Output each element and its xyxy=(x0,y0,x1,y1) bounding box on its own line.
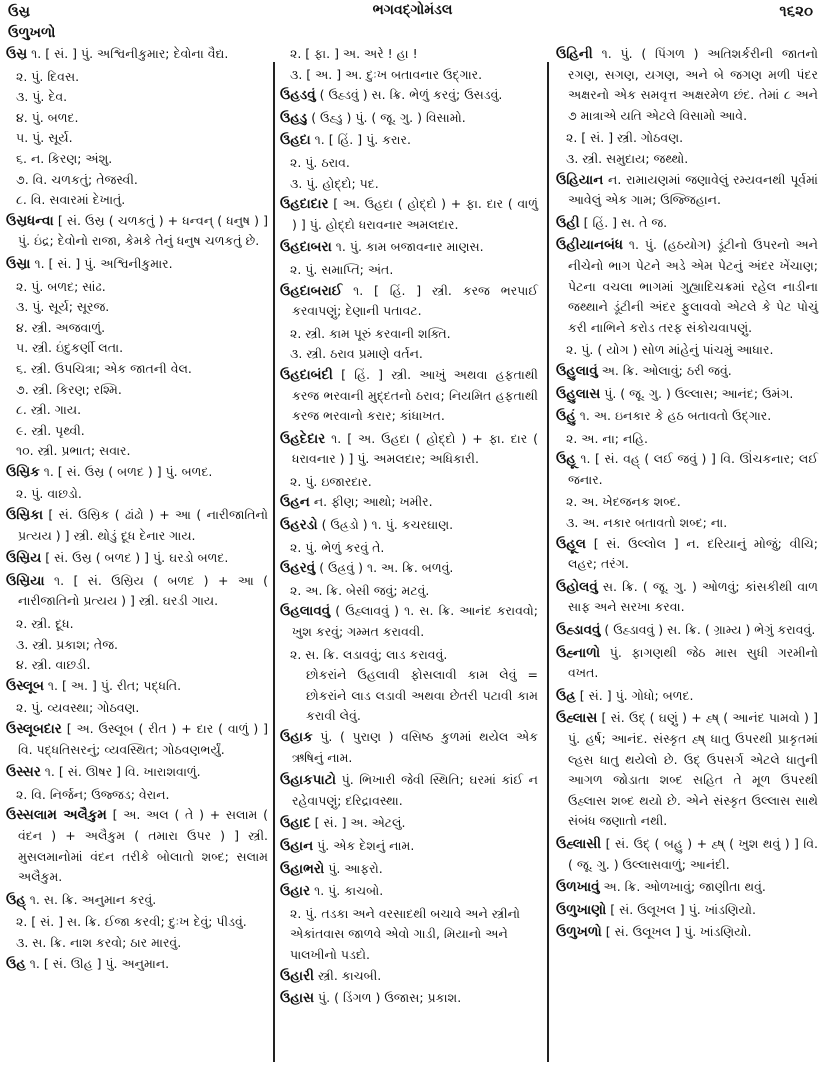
headword: ઉહિની xyxy=(556,46,593,62)
sense-line: ૪. પું. બળદ. xyxy=(16,109,79,125)
sense-line: ૮. સ્ત્રી. ગાય. xyxy=(16,402,82,418)
headword: ઉહ્ર xyxy=(556,687,576,704)
dictionary-entry xyxy=(556,406,818,449)
entry-definition xyxy=(280,108,538,129)
sense-line: ૫. પું. સૂર્ય. xyxy=(16,130,73,146)
sense-line: ૩. અ. નકાર બતાવતો શબ્દ; ના. xyxy=(566,515,728,531)
sense-line: ૨. સ. ક્રિ. લડાવવું; લાડ કરાવવું. xyxy=(290,646,448,662)
definition-text: [ સં. ઉલૂખલ ] પું. ખાંડણિયો. xyxy=(610,901,756,917)
entry-definition xyxy=(6,462,268,483)
definition-text: ૧. પું. કાચબો. xyxy=(314,883,384,899)
sense-line: ૩. સ્ત્રી. ઠરાવ પ્રમાણે વર્તન. xyxy=(290,346,423,362)
definition-text: અ. ક્રિ. ઓલાવું; ઠરી જવું. xyxy=(601,362,732,378)
dictionary-entry xyxy=(556,361,818,382)
sense-line: ૨. અ. ના; નહિ. xyxy=(566,430,648,446)
dictionary-entry xyxy=(556,170,818,211)
definition-text: પું. ( ડિંગળ ) ઉજાસ; પ્રકાશ. xyxy=(318,990,462,1006)
sense-line: ૭. વિ. ચળકતું; તેજસ્વી. xyxy=(16,171,138,187)
sense-line: ૩. સ. ક્રિ. નાશ કરવો; ઠાર મારવું. xyxy=(16,934,182,950)
entry-definition xyxy=(6,890,268,911)
dictionary-entry xyxy=(280,130,538,194)
sense-line: ૯. સ્ત્રી. પૃથ્વી. xyxy=(16,422,85,438)
dictionary-entry xyxy=(280,988,538,1009)
definition-text: ન. ફીણ; આથો; ખમીર. xyxy=(313,494,433,510)
dictionary-entry xyxy=(280,515,538,558)
definition-text: [ સં. ઉલૂખલ ] પું. ખાંડણિયો. xyxy=(605,924,752,940)
definition-text: ૧. [ અ. ઉહદા ( હોદ્દો ) + ફા. દાર ( ધરાવનાર ) ] પું. અમલદાર; અધિકારી. xyxy=(292,430,538,467)
dictionary-entry xyxy=(6,762,268,805)
headword: ઉહ્ xyxy=(6,891,26,908)
entry-definition xyxy=(280,836,538,857)
dictionary-entry xyxy=(280,194,538,235)
entry-definition xyxy=(280,558,538,579)
dictionary-entry xyxy=(6,44,268,211)
definition-text: ૧. [ સં. ] પું. અશ્વિનીકુમાર; દેવોના વૈદ્ય. xyxy=(31,46,229,61)
definition-text: ૧. પું. ( પિંગળ ) અતિશર્કરીની જાતનો રગણ, સગણ, યગણ, અને બે જગણ મળી પંદર અક્ષરનો એક સમવૃત્ત અક્ષરમેળ છંદ. તેમાં ૮ અને ૭ માત્રાએ યતિ એટલે વિસામો આવે. xyxy=(568,46,818,123)
headword: ઉહૂલ xyxy=(556,535,587,552)
entry-definition xyxy=(6,505,268,546)
entry-definition xyxy=(280,492,538,513)
sense-line: ૨. પું. ઠરાવ. xyxy=(290,154,350,170)
definition-text: [ સં. ] પું. ગોધો; બળદ. xyxy=(579,687,694,703)
definition-text: ( ઉહ્રડો ) ૧. પું. કચરઘાણ. xyxy=(321,517,454,533)
entry-definition xyxy=(556,449,818,490)
definition-text: ૧. પું. (હઠયોગ) ડૂંટીનો ઉપરનો અને નીચેનો ભાગ પેટને અડે એમ પેટનું અંદર ખેંચાણ; પેટના વચલા ભાગમાં ગુહ્યાદિચક્રમાં રહેલ નાડીના જથ્થાને ડૂંટીની અંદર ફુલાવવો એટલે કે પેટ પોચું કરી નાભિને કરોડ તરફ સંકોચવાપણું. xyxy=(568,237,818,335)
sense-line: ૩. પું. દેવ. xyxy=(16,89,68,105)
definition-text: ૧. [ અ. ] પું. રીત; પદ્ધતિ. xyxy=(47,677,182,693)
dictionary-entry xyxy=(6,211,268,252)
sense-line: ૩. સ્ત્રી. સમુદાય; જથ્થો. xyxy=(566,150,689,166)
headword: ઉસ્રિયા xyxy=(6,572,45,589)
dictionary-entry xyxy=(280,492,538,513)
headword: ઉહાન xyxy=(280,837,314,854)
sense-line: ૩. પું. સૂર્ય; સૂરજ. xyxy=(16,299,110,315)
entry-definition xyxy=(280,881,538,902)
definition-text: ન. રામાયણમાં જણાવેલું રમ્યવનથી પૂર્વમાં આવેલું એક ગામ; ઉજ્જિહાન. xyxy=(568,171,818,208)
headword: ઉહોલવું xyxy=(556,578,598,595)
entry-definition xyxy=(280,727,538,768)
headword: ઉહી xyxy=(556,214,580,231)
entry-definition xyxy=(556,643,818,684)
headword: ઉહાર xyxy=(280,883,311,900)
headword: ઉસ્ર xyxy=(6,46,28,62)
sense-line: ૬. ન. કિરણ; અંશુ. xyxy=(16,150,113,166)
headword: ઉસ્લૂબદાર xyxy=(6,721,62,737)
column-1 xyxy=(6,44,268,1070)
dictionary-entry xyxy=(6,890,268,954)
headword: ઉસ્લૂબ xyxy=(6,677,44,694)
entry-definition xyxy=(6,676,268,697)
headword: ઉસ્સર xyxy=(6,764,41,781)
column-divider xyxy=(547,62,549,1062)
dictionary-entry xyxy=(556,686,818,707)
sense-line: ૫. સ્ત્રી. ઇંદુકર્ણી લતા. xyxy=(16,340,124,356)
definition-text: સ્ત્રી. કાચબી. xyxy=(317,967,382,983)
headword: ઉહું xyxy=(556,408,576,425)
definition-text: [ અ. ઉસ્લૂબ ( રીત ) + દાર ( વાળું ) ] વિ. પદ્ધતિસરનું; વ્યવસ્થિત; ગોઠવણભર્યું. xyxy=(18,721,268,757)
definition-text: [ અ. ઉહદા ( હોદ્દો ) + ફા. દાર ( વાળું ) ] પું. હોદ્દો ધરાવનાર અમલદાર. xyxy=(292,196,538,232)
entry-definition xyxy=(556,170,818,211)
dictionary-entry xyxy=(280,881,538,965)
dictionary-entry xyxy=(556,384,818,405)
sense-line: ૮. વિ. સવારમાં દેખાતું. xyxy=(16,192,126,208)
sense-line: ૨. પું. વ્યવસ્થા; ગોઠવણ. xyxy=(16,700,140,716)
sense-line: ૩. [ અ. ] અ. દુઃખ બતાવનાર ઉદ્ગાર. xyxy=(290,66,483,82)
definition-text: ૧. [ સં. ઊહ ] પું. અનુમાન. xyxy=(29,955,170,971)
dictionary-entry xyxy=(6,505,268,546)
definition-text: ૧. [ સં. ઊષર ] વિ. ખારાશવાળું. xyxy=(44,764,201,780)
sense-line: ૨. પું. દિવસ. xyxy=(16,68,80,84)
entry-definition xyxy=(280,281,538,322)
dictionary-entry xyxy=(280,281,538,365)
entry-definition xyxy=(6,211,268,252)
dictionary-entry xyxy=(280,558,538,601)
headword: ઉસ્રધન્વા xyxy=(6,212,54,229)
sense-line: ૨. [ ફા. ] અ. અરે ! હા ! xyxy=(290,46,418,61)
entry-definition xyxy=(6,571,268,612)
headword: ઉહડુ xyxy=(280,109,308,126)
headword: ઉહદા xyxy=(280,132,311,149)
entry-definition xyxy=(556,900,818,921)
sense-line: ૨. પું. વાછડો. xyxy=(16,486,82,502)
sense-line: ૬. સ્ત્રી. ઉપચિત્રા; એક જાતની વેલ. xyxy=(16,360,192,376)
headword: ઉસ્સલામ અલૈકુમ xyxy=(6,807,107,824)
entry-definition xyxy=(280,988,538,1009)
entry-definition xyxy=(556,620,818,641)
headword: ઉહુલાવું xyxy=(556,362,598,379)
dictionary-entry xyxy=(280,813,538,834)
dictionary-entry xyxy=(280,237,538,280)
dictionary-entry xyxy=(280,429,538,493)
definition-text: પું. ભિખારી જેવી સ્થિતિ; ઘરમાં કાંઈ ન રહેવાપણું; દરિદ્રાવસ્થા. xyxy=(292,772,538,808)
headword: ઉસ્રા xyxy=(6,255,31,272)
entry-definition xyxy=(6,954,268,975)
dictionary-entry xyxy=(280,859,538,880)
page-title: ભગવદ્ગોમંડલ xyxy=(372,2,453,18)
dictionary-entry xyxy=(556,708,818,832)
definition-text: ૧. અ. ઇનકાર કે હઠ બતાવતો ઉદ્ગાર. xyxy=(579,408,772,424)
definition-text: ૧. [ હિં. ] પું. કરાર. xyxy=(314,132,411,148)
headword: ઉહરવું xyxy=(280,560,316,577)
entry-definition xyxy=(280,515,538,536)
headword: ઉહ્લાસી xyxy=(556,835,602,852)
definition-text: [ સં. ઉલ્લોલ ] ન. દરિયાનું મોજું; વીચિ; લહર; તરંગ. xyxy=(568,535,818,572)
sense-line: ૪. સ્ત્રી. વાછડી. xyxy=(16,657,91,673)
entry-definition xyxy=(556,384,818,405)
definition-text: સ. ક્રિ. ( જૂ. ગુ. ) ઓળવું; કાંસકીથી વાળ સાફ અને સરખા કરવા. xyxy=(568,578,819,615)
entry-definition xyxy=(556,877,818,898)
sense-line: ૨. સ્ત્રી. કામ પૂરું કરવાની શક્તિ. xyxy=(290,325,451,341)
entry-definition xyxy=(556,834,818,875)
headword: ઉળુખાણો xyxy=(556,901,607,918)
headword: ઉહ્લાસ xyxy=(556,710,598,727)
headword: ઉહૂ xyxy=(556,451,576,468)
definition-text: ૧. [ સં. ઉસ્ર ( બળદ ) ] પું. બળદ. xyxy=(43,463,213,479)
headword: ઉહાકપાટો xyxy=(280,772,336,789)
dictionary-entry xyxy=(556,577,818,618)
column-3 xyxy=(556,44,818,1070)
headword: ઉસ્રિય xyxy=(6,550,42,567)
sense-line: ૨. પું. ઇજારદાર. xyxy=(290,473,372,489)
dictionary-entry xyxy=(280,85,538,106)
entry-definition xyxy=(280,859,538,880)
headword: ઉહન xyxy=(280,494,310,511)
definition-text: ૧. પું. કામ બજાવનાર માણસ. xyxy=(335,239,484,255)
definition-text: [ સં. ઉસ્ર ( બળદ ) ] પું. ઘરડો બળદ. xyxy=(45,550,229,566)
entry-definition xyxy=(280,130,538,151)
definition-text: પું. ( પુરાણ ) વસિષ્ઠ કુળમાં થયેલ એક ઋષિનું નામ. xyxy=(292,729,538,765)
definition-text: ૧. [ હિં. ] સ્ત્રી. કરજ ભરપાઈ કરવાપણું; દેણાની પતાવટ. xyxy=(292,282,538,319)
definition-text: [ હિં. ] સ. તે જ. xyxy=(583,214,668,230)
dictionary-entry xyxy=(556,643,818,684)
headword: ઉસ્રિક xyxy=(6,463,40,480)
headword: ઉહાક xyxy=(280,729,313,745)
sense-line: ૨. પું. ( યોગ ) સોળ માંહેનું પાંચમું આધાર. xyxy=(566,342,774,358)
definition-text: ૧. [ સં. ] પું. અશ્વિનીકુમાર. xyxy=(34,255,173,271)
entry-definition xyxy=(280,365,538,427)
entry-definition xyxy=(280,237,538,258)
dictionary-entry xyxy=(6,571,268,676)
dictionary-entry xyxy=(280,108,538,129)
headword: ઉહુલાસ xyxy=(556,385,601,402)
definition-text: [ સં. ] અ. એટલું. xyxy=(314,815,406,831)
page-number: ૧૬૨૦ xyxy=(779,2,813,20)
definition-text: [ સં. ઉદ્ ( ઘણું ) + હ્ષ્ ( આનંદ પામવો ) ] પું. હર્ષ; આનંદ. સંસ્કૃત હ્ષ્ ધાતુ ઉપરથી પ્રાકૃતમાં લ્હસ ધાતુ થયેલો છે. ઉદ્ ઉપસર્ગ એટલે ધાતુની આગળ જોડાતા શબ્દ સહિત તે મૂળ ઉપરથી ઉહ્લાસ શબ્દ થયો છે. એને સંસ્કૃત ઉલ્લાસ સાથે સંબંધ જણાતો નથી. xyxy=(568,710,818,829)
sense-line: ૨. પું. ભેળું કરવું તે. xyxy=(290,539,385,555)
headword: ઉહદાબરા xyxy=(280,239,332,256)
sense-line: ૨. અ. ખેદજનક શબ્દ. xyxy=(566,494,681,510)
entry-definition xyxy=(6,44,268,65)
definition-text: ( ઉહ્ડવું ) સ. ક્રિ. ભેળું કરવું; ઉસડવું. xyxy=(319,87,503,103)
definition-text: પું. ( જૂ. ગુ. ) ઉલ્લાસ; આનંદ; ઉમંગ. xyxy=(604,385,794,401)
dictionary-entry xyxy=(6,805,268,887)
sense-line: ૨. વિ. નિર્જન; ઉજ્જડ; વેરાન. xyxy=(16,786,170,802)
entry-definition xyxy=(6,254,268,275)
dictionary-entry xyxy=(280,770,538,811)
headword: ઉહ્ડાવવું xyxy=(556,622,601,639)
definition-text: અ. ક્રિ. ઓળખાવું; જાણીતા થવું. xyxy=(603,879,766,895)
column-2 xyxy=(280,44,538,1070)
dictionary-entry xyxy=(280,44,538,85)
headword: ઉહદાદાર xyxy=(280,196,329,213)
column-divider xyxy=(273,62,275,1062)
definition-text: [ અ. અલ ( તે ) + સલામ ( વંદન ) + અલૈકુમ ( તમારા ઉપર ) ] સ્ત્રી. મુસલમાનોમાં વંદન તરીકે બોલાતો શબ્દ; સલામ અલૈકુમ. xyxy=(18,807,268,885)
definition-text: ( ઉહ્ડુ ) પું. ( જૂ. ગુ. ) વિસામો. xyxy=(311,109,466,125)
definition-text: [ સં. ઉસ્ર ( ચળકતું ) + ધન્વન્ ( ધનુષ ) ] પું. ઇંદ્ર; દેવોનો રાજા, કેમકે તેનું ધનુષ ચળકતું છે. xyxy=(18,212,269,249)
sense-line: ૨. અ. ક્રિ. બેસી જવું; મટવું. xyxy=(290,582,430,598)
dictionary-entry xyxy=(556,44,818,170)
dictionary-entry xyxy=(556,922,818,943)
dictionary-entry xyxy=(280,966,538,987)
dictionary-entry xyxy=(280,601,538,727)
sense-line: ૨. સ્ત્રી. દૂધ. xyxy=(16,616,74,632)
headword: ઉહદાબંદી xyxy=(280,366,333,383)
entry-definition xyxy=(280,429,538,470)
definition-text: ૧. [ સં. ઉસ્રિય ( બળદ ) + આ ( નારીજાતિનો પ્રત્યય ) ] સ્ત્રી. ઘરડી ગાય. xyxy=(18,572,268,609)
definition-text: ( ઉહ્લાવવું ) ૧. સ. ક્રિ. આનંદ કરાવવો; ખુશ કરવું; ગમ્મત કરાવવી. xyxy=(292,603,538,640)
dictionary-entry xyxy=(556,449,818,533)
headword: ઉહ xyxy=(6,955,26,972)
definition-text: ૧. સ. ક્રિ. અનુમાન કરવું. xyxy=(29,891,157,907)
entry-definition xyxy=(6,719,268,760)
definition-text: ( ઉહ્રવું ) ૧. અ. ક્રિ. બળવું. xyxy=(319,560,454,576)
headword: ઉહિયાન xyxy=(556,171,604,188)
headword: ઉહાદ xyxy=(280,815,311,832)
entry-definition xyxy=(556,213,818,234)
entry-definition xyxy=(280,770,538,811)
dictionary-entry xyxy=(556,534,818,575)
entry-definition xyxy=(556,686,818,707)
dictionary-entry xyxy=(6,719,268,760)
guide-word-first: ઉસ્ર xyxy=(8,4,30,20)
sense-line: ૨. પું. સમાપ્તિ; અંત. xyxy=(290,261,394,277)
dictionary-entry xyxy=(556,235,818,361)
dictionary-entry xyxy=(6,254,268,462)
headword: ઉહીયાનબંધ xyxy=(556,237,624,254)
guide-word-last: ઉળુખળો xyxy=(8,25,56,41)
entry-definition xyxy=(6,805,268,887)
sense-line: ૨. પું. બળદ; સાંઢ. xyxy=(16,278,106,294)
entry-definition xyxy=(556,922,818,943)
definition-text: [ સં. ઉસ્રિક ( ઢાંઢો ) + આ ( નારીજાતિનો પ્રત્યય ) ] સ્ત્રી. થોડું દૂધ દેનાર ગાય. xyxy=(18,507,268,543)
headword: ઉહ્નાળો xyxy=(556,644,601,661)
headword: ઉહાસ xyxy=(280,990,315,1007)
definition-text: પું. ફાગણથી જેઠ માસ સુધી ગરમીનો વખત. xyxy=(568,644,818,681)
dictionary-entry xyxy=(280,836,538,857)
definition-text: પું. એક દેશનું નામ. xyxy=(317,837,415,853)
entry-definition xyxy=(280,966,538,987)
headword: ઉહલાવવું xyxy=(280,603,331,620)
dictionary-entry xyxy=(6,462,268,505)
dictionary-entry xyxy=(280,365,538,427)
headword: ઉહાભરો xyxy=(280,860,325,877)
definition-text: [ હિં. ] સ્ત્રી. આખું અથવા હફતાથી કરજ ભરવાની મુદ્દતનો ઠરાવ; નિયમિત હફતાથી કરજ ભરવાનો કરાર; કાંધાખત. xyxy=(292,366,538,424)
entry-definition xyxy=(280,813,538,834)
entry-definition xyxy=(280,85,538,106)
headword: ઉહરડો xyxy=(280,517,318,534)
entry-definition xyxy=(556,361,818,382)
sense-line: ૩. પું. હોદ્દો; પદ. xyxy=(290,175,379,191)
definition-text: [ સં. ઉદ્ ( બહુ ) + હ્ષ્ ( ખુશ થવું ) ] વિ. ( જૂ. ગુ. ) ઉલ્લાસવાળું; આનંદી. xyxy=(568,835,818,872)
dictionary-entry xyxy=(6,676,268,719)
headword: ઉળુખળો xyxy=(556,924,602,941)
sense-line: ૨. [ સં. ] સ. ક્રિ. ઈજા કરવી; દુઃખ દેવું; પીડવું. xyxy=(16,914,247,930)
headword: ઉહદેદાર xyxy=(280,430,326,447)
dictionary-entry xyxy=(556,900,818,921)
sense-line: ૨. પું. તડકા અને વરસાદથી બચાવે અને સ્ત્રીનો એકાંતવાસ જાળવે એવો ગાડી, મિયાનો અને પાલખીનો પડદો. xyxy=(290,905,521,962)
entry-definition xyxy=(556,577,818,618)
dictionary-entry xyxy=(6,548,268,569)
usage-example: છોકરાંને ઉહલાવી ફોસલાવી કામ લેવું = છોકરાંને લાડ લડાવી અથવા છેતરી પટાવી કામ કરાવી લેવું. xyxy=(306,667,538,724)
headword: ઉહારી xyxy=(280,967,314,984)
sense-line: ૩. સ્ત્રી. પ્રકાશ; તેજ. xyxy=(16,636,119,652)
headword: ઉસ્રિકા xyxy=(6,507,44,524)
definition-text: ૧. [ સં. વહ્ ( લઈ જવું ) ] વિ. ઊંચકનાર; લઈ જનાર. xyxy=(568,451,818,487)
entry-definition xyxy=(6,762,268,783)
definition-text: પું. આફરો. xyxy=(328,860,383,876)
headword: ઉહદાબરાઈ xyxy=(280,282,343,299)
entry-definition xyxy=(6,548,268,569)
sense-line: ૪. સ્ત્રી. અજવાળું. xyxy=(16,319,106,335)
entry-definition xyxy=(556,406,818,427)
entry-definition xyxy=(280,601,538,642)
entry-definition xyxy=(556,534,818,575)
dictionary-entry xyxy=(556,620,818,641)
headword: ઉહડવું xyxy=(280,87,316,104)
dictionary-entry xyxy=(280,727,538,768)
headword: ઉળખાવું xyxy=(556,879,600,896)
entry-definition xyxy=(556,235,818,338)
sense-line: ૭. સ્ત્રી. કિરણ; રશ્મિ. xyxy=(16,381,122,397)
dictionary-entry xyxy=(556,877,818,898)
dictionary-entry xyxy=(6,954,268,975)
sense-line: ૧૦. સ્ત્રી. પ્રભાત; સવાર. xyxy=(16,443,131,459)
entry-definition xyxy=(556,708,818,832)
definition-text: ( ઉહ્ડાવવું ) સ. ક્રિ. ( ગ્રામ્ય ) ભેગું કરાવવું. xyxy=(604,622,816,638)
dictionary-entry xyxy=(556,834,818,875)
dictionary-entry xyxy=(556,213,818,234)
entry-definition xyxy=(556,44,818,126)
sense-line: ૨. [ સં. ] સ્ત્રી. ગોઠવણ. xyxy=(566,130,684,146)
entry-definition xyxy=(280,194,538,235)
